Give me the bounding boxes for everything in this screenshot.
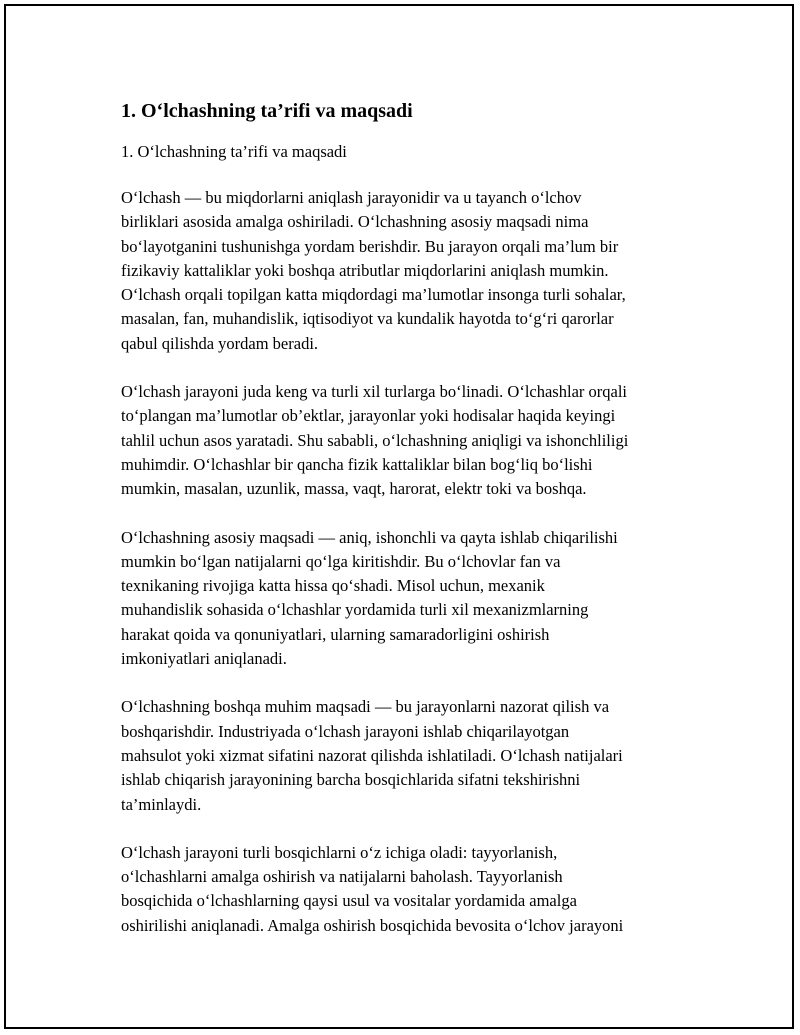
paragraph-line: O‘lchash jarayoni juda keng va turli xil turlarga bo‘linadi. O‘lchashlar orqali bbox=[121, 382, 627, 402]
paragraph-line: bosqichida o‘lchashlarning qaysi usul va vositalar yordamida amalga bbox=[121, 891, 577, 911]
paragraph-line: birliklari asosida amalga oshiriladi. O‘lchashning asosiy maqsadi nima bbox=[121, 212, 589, 232]
document-body bbox=[121, 98, 701, 962]
paragraph-line: mahsulot yoki xizmat sifatini nazorat qilishda ishlatiladi. O‘lchash natijalari bbox=[121, 745, 623, 765]
paragraph-line: harakat qoida va qonuniyatlari, ularning samaradorligini oshirish bbox=[121, 624, 550, 644]
paragraph-line: oshirilishi aniqlanadi. Amalga oshirish bosqichida bevosita o‘lchov jarayoni bbox=[121, 915, 624, 935]
paragraph-line: qabul qilishda yordam beradi. bbox=[121, 333, 319, 353]
paragraph-line: mumkin, masalan, uzunlik, massa, vaqt, harorat, elektr toki va boshqa. bbox=[121, 479, 587, 499]
paragraph-line: mumkin bo‘lgan natijalarni qo‘lga kiritishdir. Bu o‘lchovlar fan va bbox=[121, 551, 561, 571]
paragraph-line: muhandislik sohasida o‘lchashlar yordamida turli xil mexanizmlarning bbox=[121, 600, 589, 620]
paragraph-line: to‘plangan ma’lumotlar ob’ektlar, jarayonlar yoki hodisalar haqida keyingi bbox=[121, 406, 616, 426]
paragraph-4 bbox=[121, 695, 701, 816]
paragraph-line: O‘lchash jarayoni turli bosqichlarni o‘z ichiga oladi: tayyorlanish, bbox=[121, 842, 558, 862]
page-frame bbox=[4, 4, 794, 1029]
paragraph-line: O‘lchash orqali topilgan katta miqdordagi ma’lumotlar insonga turli sohalar, bbox=[121, 285, 626, 305]
paragraph-line: tahlil uchun asos yaratadi. Shu sababli, o‘lchashning aniqligi va ishonchliligi bbox=[121, 430, 629, 450]
paragraph-line: muhimdir. O‘lchashlar bir qancha fizik kattaliklar bilan bog‘liq bo‘lishi bbox=[121, 454, 593, 474]
paragraph-1 bbox=[121, 186, 701, 356]
paragraph-line: boshqarishdir. Industriyada o‘lchash jarayoni ishlab chiqarilayotgan bbox=[121, 721, 570, 741]
paragraph-line: imkoniyatlari aniqlanadi. bbox=[121, 649, 287, 669]
paragraph-line: ta’minlaydi. bbox=[121, 794, 202, 814]
document-heading: 1. O‘lchashning ta’rifi va maqsadi bbox=[121, 100, 413, 122]
paragraph-line: fizikaviy kattaliklar yoki boshqa atributlar miqdorlarini aniqlash mumkin. bbox=[121, 260, 609, 280]
paragraph-line: O‘lchash — bu miqdorlarni aniqlash jarayonidir va u tayanch o‘lchov bbox=[121, 188, 582, 207]
paragraph-line: o‘lchashlarni amalga oshirish va natijalarni baholash. Tayyorlanish bbox=[121, 867, 563, 887]
paragraph-3 bbox=[121, 526, 701, 672]
paragraph-line: texnikaning rivojiga katta hissa qo‘shadi. Misol uchun, mexanik bbox=[121, 576, 545, 596]
paragraph-line: O‘lchashning boshqa muhim maqsadi — bu jarayonlarni nazorat qilish va bbox=[121, 697, 610, 717]
paragraph-2 bbox=[121, 380, 701, 501]
paragraph-line: masalan, fan, muhandislik, iqtisodiyot va kundalik hayotda to‘g‘ri qarorlar bbox=[121, 309, 614, 329]
paragraph-line: ishlab chiqarish jarayonining barcha bosqichlarida sifatni tekshirishni bbox=[121, 770, 581, 790]
document-subtitle: 1. O‘lchashning ta’rifi va maqsadi bbox=[121, 142, 347, 161]
paragraph-line: bo‘layotganini tushunishga yordam berishdir. Bu jarayon orqali ma’lum bir bbox=[121, 236, 619, 256]
paragraph-5 bbox=[121, 841, 701, 938]
paragraph-line: O‘lchashning asosiy maqsadi — aniq, ishonchli va qayta ishlab chiqarilishi bbox=[121, 527, 618, 547]
